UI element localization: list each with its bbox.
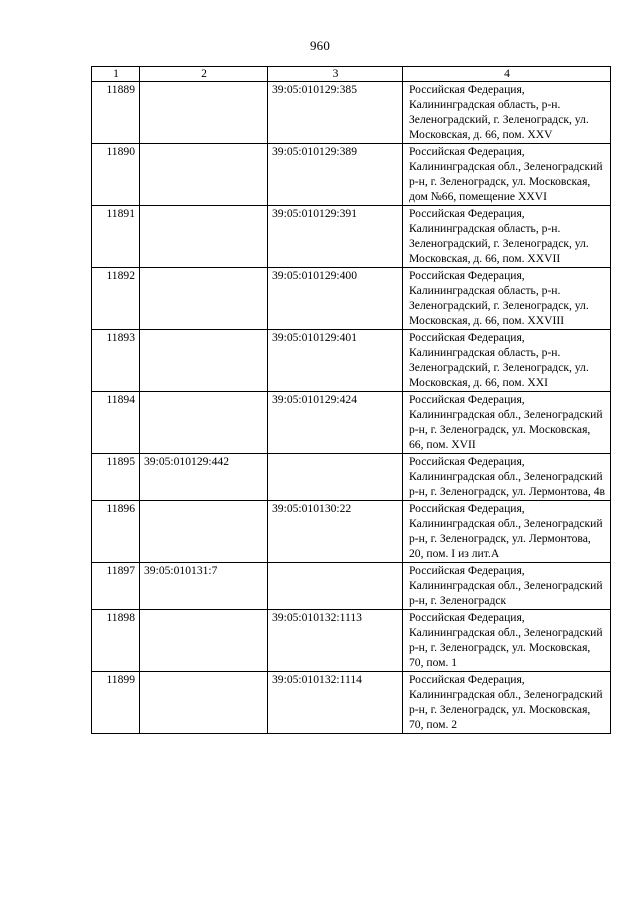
cadastral-number-col3: 39:05:010130:22 xyxy=(268,501,403,563)
registry-table xyxy=(91,66,611,734)
cadastral-number-col2 xyxy=(140,330,268,392)
cadastral-number-col3: 39:05:010129:401 xyxy=(268,330,403,392)
table-row xyxy=(92,501,611,563)
cadastral-number-col3 xyxy=(268,563,403,610)
table-row xyxy=(92,144,611,206)
cadastral-number-col2 xyxy=(140,206,268,268)
table-header-row xyxy=(92,67,611,82)
cadastral-number-col3: 39:05:010129:400 xyxy=(268,268,403,330)
cadastral-number-col2 xyxy=(140,82,268,144)
table-row xyxy=(92,268,611,330)
address-cell: Российская Федерация, Калининградская область, р-н. Зеленоградский, г. Зеленоградск, ул. Московская, д. 66, пом. XXVIII xyxy=(403,268,611,330)
row-number: 11890 xyxy=(92,144,140,206)
address-cell: Российская Федерация, Калининградская обл., Зеленоградский р-н, г. Зеленоградск, ул. Московская, дом №66, помещение XXVI xyxy=(403,144,611,206)
cadastral-number-col3: 39:05:010129:424 xyxy=(268,392,403,454)
address-cell: Российская Федерация, Калининградская область, р-н. Зеленоградский, г. Зеленоградск, ул. Московская, д. 66, пом. XXV xyxy=(403,82,611,144)
cadastral-number-col3: 39:05:010129:391 xyxy=(268,206,403,268)
cadastral-number-col3 xyxy=(268,454,403,501)
table-row xyxy=(92,330,611,392)
address-cell: Российская Федерация, Калининградская обл., Зеленоградский р-н, г. Зеленоградск, ул. Московская, 66, пом. XVII xyxy=(403,392,611,454)
cadastral-number-col2: 39:05:010131:7 xyxy=(140,563,268,610)
table-row xyxy=(92,454,611,501)
row-number: 11896 xyxy=(92,501,140,563)
table-row xyxy=(92,563,611,610)
column-header-2: 2 xyxy=(140,67,268,82)
cadastral-number-col2 xyxy=(140,268,268,330)
cadastral-number-col2 xyxy=(140,392,268,454)
column-header-3: 3 xyxy=(268,67,403,82)
column-header-1: 1 xyxy=(92,67,140,82)
cadastral-number-col2 xyxy=(140,672,268,734)
cadastral-number-col2: 39:05:010129:442 xyxy=(140,454,268,501)
cadastral-number-col2 xyxy=(140,144,268,206)
table-row xyxy=(92,392,611,454)
column-header-4: 4 xyxy=(403,67,611,82)
address-cell: Российская Федерация, Калининградская обл., Зеленоградский р-н, г. Зеленоградск xyxy=(403,563,611,610)
row-number: 11892 xyxy=(92,268,140,330)
address-cell: Российская Федерация, Калининградская область, р-н. Зеленоградский, г. Зеленоградск, ул. Московская, д. 66, пом. XXI xyxy=(403,330,611,392)
address-cell: Российская Федерация, Калининградская обл., Зеленоградский р-н, г. Зеленоградск, ул. Московская, 70, пом. 1 xyxy=(403,610,611,672)
cadastral-number-col2 xyxy=(140,501,268,563)
row-number: 11898 xyxy=(92,610,140,672)
address-cell: Российская Федерация, Калининградская обл., Зеленоградский р-н, г. Зеленоградск, ул. Лермонтова, 20, пом. I из лит.А xyxy=(403,501,611,563)
row-number: 11894 xyxy=(92,392,140,454)
cadastral-number-col3: 39:05:010129:385 xyxy=(268,82,403,144)
page-number: 960 xyxy=(309,38,331,53)
row-number: 11889 xyxy=(92,82,140,144)
table-row xyxy=(92,610,611,672)
address-cell: Российская Федерация, Калининградская обл., Зеленоградский р-н, г. Зеленоградск, ул. Лермонтова, 4в xyxy=(403,454,611,501)
row-number: 11897 xyxy=(92,563,140,610)
address-cell: Российская Федерация, Калининградская область, р-н. Зеленоградский, г. Зеленоградск, ул. Московская, д. 66, пом. XXVII xyxy=(403,206,611,268)
cadastral-number-col3: 39:05:010129:389 xyxy=(268,144,403,206)
cadastral-number-col2 xyxy=(140,610,268,672)
cadastral-number-col3: 39:05:010132:1114 xyxy=(268,672,403,734)
table-row xyxy=(92,82,611,144)
row-number: 11891 xyxy=(92,206,140,268)
address-cell: Российская Федерация, Калининградская обл., Зеленоградский р-н, г. Зеленоградск, ул. Московская, 70, пом. 2 xyxy=(403,672,611,734)
cadastral-number-col3: 39:05:010132:1113 xyxy=(268,610,403,672)
row-number: 11899 xyxy=(92,672,140,734)
row-number: 11893 xyxy=(92,330,140,392)
table-row xyxy=(92,206,611,268)
table-row xyxy=(92,672,611,734)
row-number: 11895 xyxy=(92,454,140,501)
